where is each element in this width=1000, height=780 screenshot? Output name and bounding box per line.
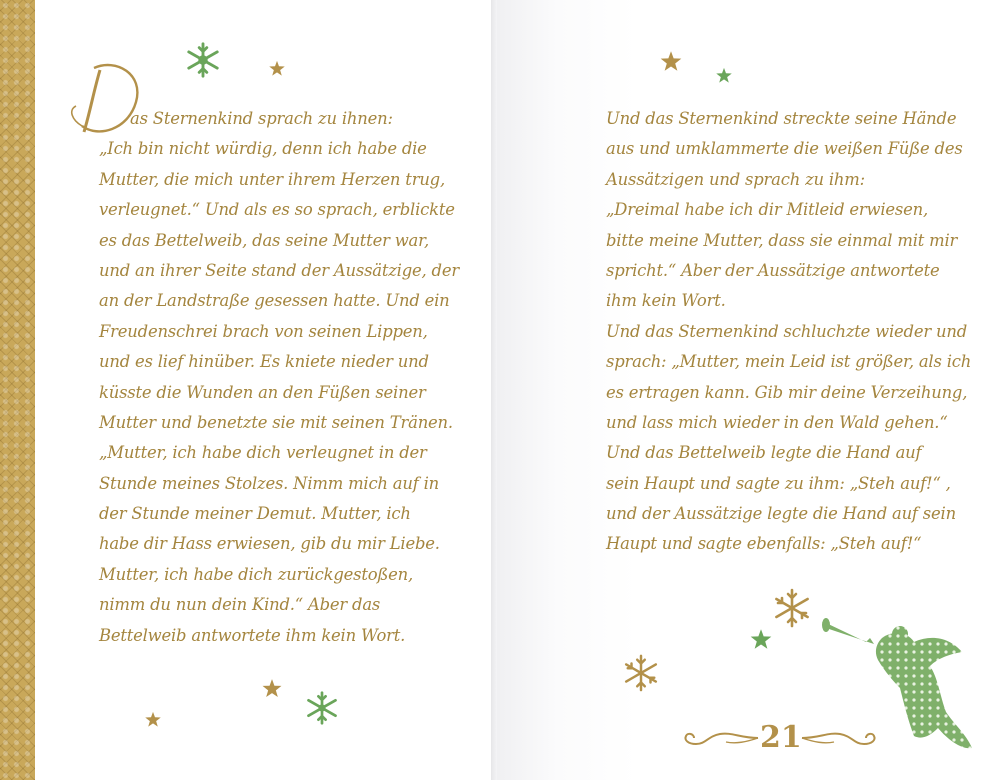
star-icon — [715, 67, 733, 85]
text-line: küsste die Wunden an den Füßen seiner — [99, 382, 426, 402]
star-icon — [749, 628, 773, 652]
text-line: und lass mich wieder in den Wald gehen.“ — [606, 412, 948, 432]
text-line: Mutter, ich habe dich zurückgestoßen, — [99, 564, 414, 584]
decorative-border — [0, 0, 35, 780]
scroll-ornament-icon — [800, 724, 880, 752]
snowflake-icon — [772, 588, 812, 628]
right-page-text — [606, 104, 971, 560]
text-line: „Mutter, ich habe dich verleugnet in der — [99, 443, 427, 463]
star-icon — [144, 711, 162, 729]
text-line: ihm kein Wort. — [606, 291, 726, 311]
text-line: Und das Bettelweib legte die Hand auf — [606, 443, 922, 463]
star-icon — [659, 50, 683, 74]
text-line: Und das Sternenkind streckte seine Hände — [606, 109, 957, 128]
snowflake-icon — [184, 41, 222, 79]
text-line: „Dreimal habe ich dir Mitleid erwiesen, — [606, 200, 928, 220]
scroll-ornament-icon — [680, 724, 760, 752]
text-line: es ertragen kann. Gib mir deine Verzeihung, — [606, 382, 968, 402]
text-line: Aussätzigen und sprach zu ihm: — [606, 169, 865, 189]
left-page-text — [99, 104, 459, 651]
text-line: nimm du nun dein Kind.“ Aber das — [99, 595, 381, 615]
text-line: Und das Sternenkind schluchzte wieder und — [606, 321, 967, 341]
text-line: der Stunde meiner Demut. Mutter, ich — [99, 504, 411, 524]
text-line: Haupt und sagte ebenfalls: „Steh auf!“ — [606, 534, 922, 554]
text-line: aus und umklammerte die weißen Füße des — [606, 139, 963, 159]
text-line: sein Haupt und sagte zu ihm: „Steh auf!“ , — [606, 473, 951, 493]
text-line: „Ich bin nicht würdig, denn ich habe die — [99, 139, 427, 159]
page-number-ornament — [680, 718, 880, 758]
text-line: habe dir Hass erwiesen, gib du mir Liebe. — [99, 534, 440, 554]
text-line: Stunde meines Stolzes. Nimm mich auf in — [99, 473, 439, 493]
text-line: bitte meine Mutter, dass sie einmal mit mir — [606, 230, 958, 250]
snowflake-icon — [304, 690, 340, 726]
text-line: verleugnet.“ Und als es so sprach, erblickte — [99, 200, 455, 220]
text-line: Mutter und benetzte sie mit seinen Tränen. — [99, 412, 453, 432]
text-line: es das Bettelweib, das seine Mutter war, — [99, 230, 429, 250]
page-number: 21 — [760, 720, 802, 755]
text-line: Mutter, die mich unter ihrem Herzen trug, — [99, 169, 445, 189]
text-line: Bettelweib antwortete ihm kein Wort. — [99, 625, 406, 645]
text-line: und an ihrer Seite stand der Aussätzige, der — [99, 260, 459, 280]
text-line: spricht.“ Aber der Aussätzige antwortete — [606, 260, 940, 280]
text-line: und es lief hinüber. Es kniete nieder und — [99, 352, 429, 372]
snowflake-icon — [622, 654, 660, 692]
text-line: Freudenschrei brach von seinen Lippen, — [99, 321, 428, 341]
text-line: an der Landstraße gesessen hatte. Und ein — [99, 291, 450, 311]
star-icon — [268, 60, 286, 78]
text-line: sprach: „Mutter, mein Leid ist größer, als ich — [606, 352, 972, 372]
star-icon — [261, 678, 283, 700]
text-line: as Sternenkind sprach zu ihnen: — [130, 109, 393, 128]
text-line: und der Aussätzige legte die Hand auf sein — [606, 504, 956, 524]
